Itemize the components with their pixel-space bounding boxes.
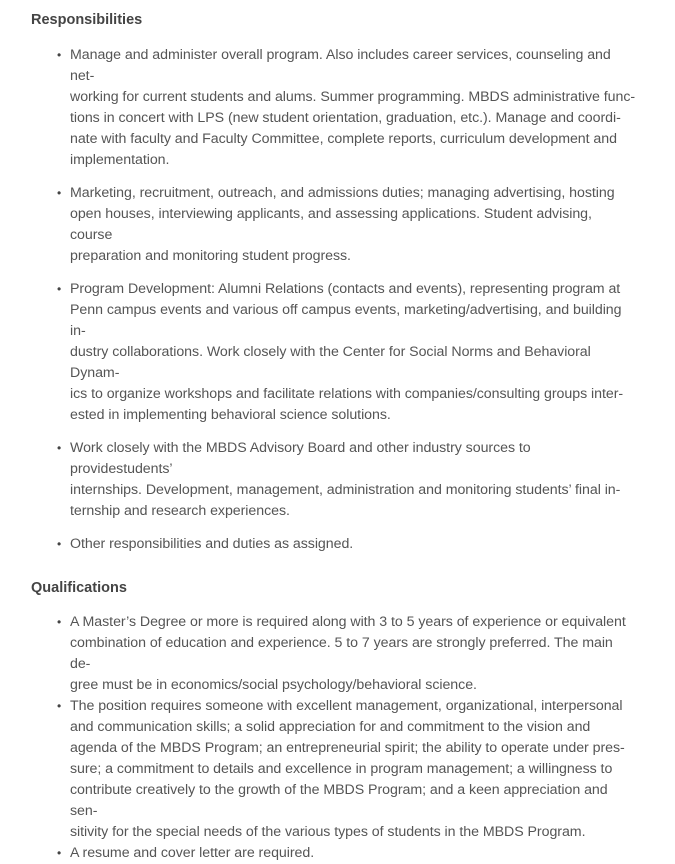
qualifications-list	[31, 612, 675, 864]
bullet-icon: •	[57, 846, 62, 860]
list-item-text: Other responsibilities and duties as assigned.	[70, 536, 354, 552]
list-item	[31, 534, 636, 555]
list-item	[31, 696, 636, 843]
list-item	[31, 843, 636, 864]
list-item	[31, 183, 636, 267]
list-item-text: Marketing, recruitment, outreach, and admissions duties; managing advertising, hosting open houses, interviewing applicants, and assessing applications. Student advising, course preparation and monitoring student progress.	[70, 185, 615, 264]
list-item	[31, 279, 636, 426]
bullet-icon: •	[57, 537, 62, 551]
bullet-icon: •	[57, 699, 62, 713]
bullet-icon: •	[57, 48, 62, 62]
bullet-icon: •	[57, 282, 62, 296]
bullet-icon: •	[57, 441, 62, 455]
list-item-text: The position requires someone with excellent management, organizational, interpersonal and communication skills; a solid appreciation for and commitment to the vision and agenda of the MBDS Program; an entrepreneurial spirit; the ability to operate under pres- sure; a commitment to details and excellence in program management; a willingness to contribute creatively to the growth of the MBDS Program; and a keen appreciation and sen- sitivity for the special needs of the various types of students in the MBDS Program.	[70, 698, 625, 840]
responsibilities-list	[31, 45, 675, 555]
list-item-text: A resume and cover letter are required.	[70, 845, 315, 861]
list-item-text: Program Development: Alumni Relations (contacts and events), representing program at Penn campus events and various off campus events, marketing/advertising, and building in- dustry collaborations. Work closely with the Center for Social Norms and Behavioral Dynam- ics to organize workshops and facilitate relations with companies/consulting groups inter- ested in implementing behavioral science solutions.	[70, 281, 624, 423]
list-item-text: A Master’s Degree or more is required along with 3 to 5 years of experience or equivalent combination of education and experience. 5 to 7 years are strongly preferred. The main de- gree must be in economics/social psychology/behavioral science.	[70, 614, 626, 693]
responsibilities-heading: Responsibilities	[31, 12, 143, 28]
list-item	[31, 438, 636, 522]
list-item	[31, 612, 636, 696]
list-item-text: Manage and administer overall program. Also includes career services, counseling and net- working for current students and alums. Summer programming. MBDS administrative func- tions in concert with LPS (new student orientation, graduation, etc.). Manage and coordi- nate with faculty and Faculty Committee, complete reports, curriculum development and implementation.	[70, 47, 636, 168]
list-item-text: Work closely with the MBDS Advisory Board and other industry sources to providestudents’ internships. Development, management, administration and monitoring students’ final in- ternship and research experiences.	[70, 440, 621, 519]
bullet-icon: •	[57, 186, 62, 200]
list-item	[31, 45, 636, 171]
qualifications-heading: Qualifications	[31, 580, 127, 596]
bullet-icon: •	[57, 615, 62, 629]
